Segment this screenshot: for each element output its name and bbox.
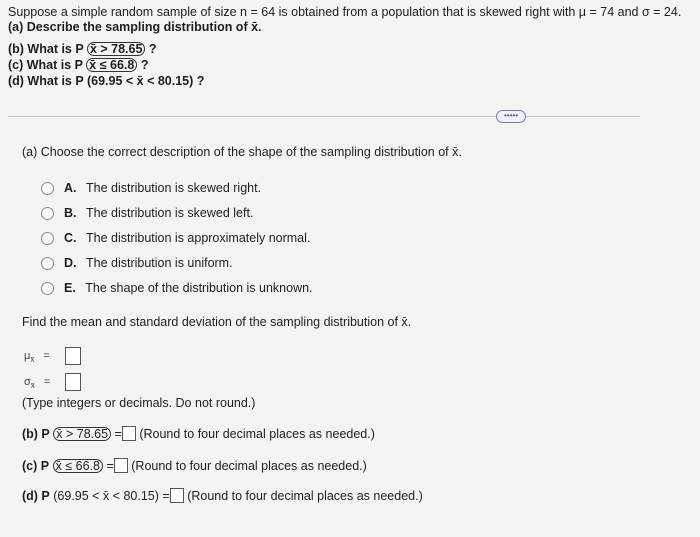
- option-b-letter: B.: [64, 206, 77, 220]
- problem-part-d: [8, 74, 204, 89]
- option-c-text: The distribution is approximately normal.: [85, 231, 311, 245]
- sigma-x-bar-symbol: [24, 376, 50, 390]
- option-b[interactable]: [64, 206, 253, 221]
- problem-part-b: [8, 42, 157, 57]
- radio-option-e[interactable]: [41, 282, 54, 295]
- sigma-equals: =: [43, 376, 51, 388]
- option-c-letter: C.: [64, 231, 77, 245]
- option-a[interactable]: [64, 181, 261, 196]
- mean-input[interactable]: [65, 347, 81, 365]
- mu-label: μ: [24, 350, 31, 362]
- problem-b-prefix: (b) What is P: [8, 42, 84, 56]
- option-e-letter: E.: [64, 281, 76, 295]
- option-e[interactable]: [64, 281, 313, 296]
- option-a-text: The distribution is skewed right.: [85, 181, 262, 195]
- part-b-row: [22, 426, 375, 442]
- part-b-equals: =: [114, 427, 122, 441]
- radio-option-d[interactable]: [41, 257, 54, 270]
- radio-option-a[interactable]: [41, 182, 54, 195]
- problem-b-suffix: ?: [148, 42, 157, 56]
- part-b-hint: (Round to four decimal places as needed.): [139, 427, 375, 441]
- option-d-text: The distribution is uniform.: [85, 256, 233, 270]
- option-a-letter: A.: [64, 181, 77, 195]
- option-d-letter: D.: [64, 256, 77, 270]
- problem-c-prefix: (c) What is P: [8, 58, 83, 72]
- option-e-text: The shape of the distribution is unknown.: [85, 281, 313, 295]
- part-c-input[interactable]: [114, 458, 128, 473]
- part-a-question: (a) Choose the correct description of the shape of the sampling distribution of x̄.: [22, 145, 462, 159]
- part-d-label: (d) P: [22, 489, 50, 503]
- part-d-hint: (Round to four decimal places as needed.): [187, 489, 423, 503]
- mean-sd-question: Find the mean and standard deviation of the sampling distribution of x̄.: [22, 315, 412, 329]
- mu-x-bar-symbol: [24, 350, 50, 364]
- problem-part-a: (a) Describe the sampling distribution of x̄.: [8, 20, 262, 34]
- type-note: (Type integers or decimals. Do not round.): [22, 396, 256, 410]
- radio-option-b[interactable]: [41, 207, 54, 220]
- problem-d-expr: (69.95 < x̄ < 80.15) ?: [86, 74, 205, 88]
- part-b-expr: x̄ > 78.65: [53, 427, 111, 441]
- problem-part-c: [8, 58, 148, 73]
- part-c-row: [22, 458, 367, 474]
- part-b-label: (b) P: [22, 427, 50, 441]
- sigma-label: σ: [24, 376, 31, 388]
- problem-intro: Suppose a simple random sample of size n = 64 is obtained from a population that is skewed right with μ = 74 and σ = 24.: [8, 5, 682, 19]
- part-c-equals: =: [106, 459, 114, 473]
- radio-option-c[interactable]: [41, 232, 54, 245]
- option-b-text: The distribution is skewed left.: [85, 206, 254, 220]
- part-d-row: [22, 488, 423, 504]
- option-d[interactable]: [64, 256, 233, 271]
- mu-equals: =: [43, 350, 50, 362]
- mu-subscript: x̄: [30, 355, 35, 365]
- section-divider: [8, 116, 640, 117]
- part-d-equals: =: [162, 489, 170, 503]
- part-b-input[interactable]: [122, 426, 136, 441]
- expand-more-button[interactable]: •••••: [496, 110, 526, 123]
- part-c-expr: x̄ ≤ 66.8: [53, 459, 103, 473]
- part-d-expr: (69.95 < x̄ < 80.15): [53, 489, 159, 503]
- part-d-input[interactable]: [170, 488, 184, 503]
- problem-c-suffix: ?: [140, 58, 149, 72]
- part-c-hint: (Round to four decimal places as needed.): [131, 459, 367, 473]
- problem-d-prefix: (d) What is P: [8, 74, 84, 88]
- sigma-subscript: x̄: [30, 381, 35, 391]
- problem-b-expr: x̄ > 78.65: [87, 42, 145, 56]
- sd-input[interactable]: [65, 373, 81, 391]
- part-c-label: (c) P: [22, 459, 50, 473]
- problem-c-expr: x̄ ≤ 66.8: [86, 58, 137, 72]
- option-c[interactable]: [64, 231, 310, 246]
